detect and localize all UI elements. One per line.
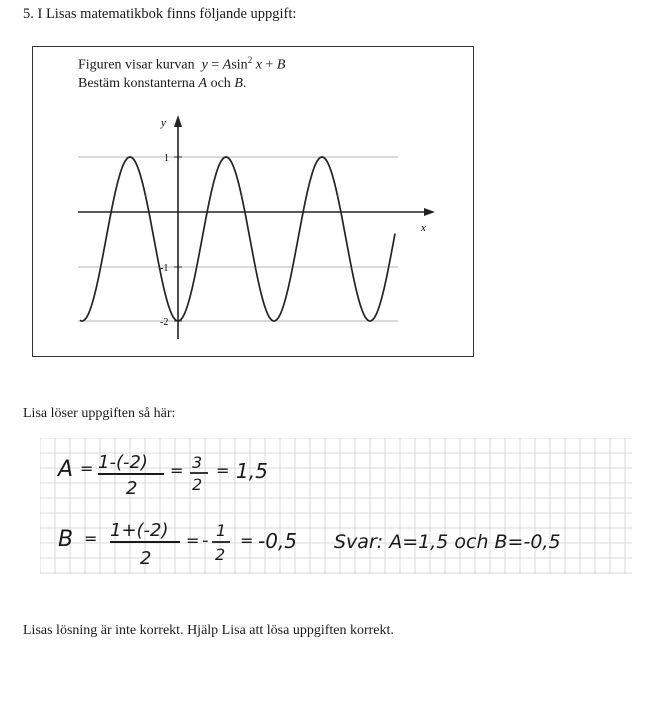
hw-den2-b: 2 bbox=[215, 545, 226, 564]
axis-x-label: x bbox=[421, 222, 426, 234]
squared-paper bbox=[40, 438, 632, 574]
task-heading: 5. I Lisas matematikbok finns följande uppgift: bbox=[23, 6, 297, 22]
tick-label-m1: -1 bbox=[160, 263, 169, 274]
sine-curve bbox=[80, 157, 395, 321]
hw-den2-a: 2 bbox=[192, 475, 203, 494]
hw-den-a: 2 bbox=[126, 478, 138, 499]
hw-eq1-a: = bbox=[80, 459, 94, 478]
formula-y: y bbox=[201, 57, 208, 73]
hw-result-a: 1,5 bbox=[236, 459, 268, 483]
caption-prefix: Figuren visar kurvan bbox=[78, 57, 195, 73]
formula-B: B bbox=[276, 57, 286, 73]
hw-eq3-b: = bbox=[240, 531, 254, 550]
hw-B: B bbox=[58, 527, 74, 552]
formula-A: A bbox=[222, 57, 232, 73]
hw-neg-b: - bbox=[202, 530, 209, 551]
hw-num-a: 1-(-2) bbox=[98, 452, 148, 473]
tick-label-m2: -2 bbox=[160, 317, 169, 328]
sine-graph bbox=[33, 47, 473, 356]
hw-eq2-a: = bbox=[170, 461, 184, 480]
hw-eq1-b: = bbox=[84, 529, 98, 548]
hw-answer: Svar: A=1,5 och B=-0,5 bbox=[334, 531, 561, 553]
hw-eq3-a: = bbox=[216, 461, 230, 480]
hw-num2-b: 1 bbox=[216, 521, 227, 540]
tick-label-1: 1 bbox=[164, 153, 169, 164]
x-axis-arrow bbox=[424, 208, 435, 216]
axis-y-label: y bbox=[161, 117, 166, 129]
formula-x: x bbox=[255, 57, 262, 73]
hw-A: A bbox=[58, 457, 74, 482]
hw-den-b: 2 bbox=[140, 548, 152, 569]
hw-num2-a: 3 bbox=[192, 453, 203, 472]
y-axis-arrow bbox=[174, 115, 182, 127]
hw-num-b: 1+(-2) bbox=[110, 520, 169, 541]
solution-intro: Lisa löser uppgiften så här: bbox=[23, 406, 176, 421]
formula-exponent: 2 bbox=[247, 55, 253, 65]
closing-instruction: Lisas lösning är inte korrekt. Hjälp Lisa att lösa uppgiften korrekt. bbox=[23, 623, 394, 638]
handwritten-solution bbox=[40, 438, 632, 574]
line2-A: A bbox=[198, 76, 208, 91]
line2-B: B bbox=[234, 76, 243, 91]
formula-sin: sin bbox=[231, 57, 248, 73]
formula-plus: + bbox=[261, 57, 277, 73]
hw-result-b: -0,5 bbox=[258, 529, 298, 553]
line2-och: och bbox=[207, 76, 235, 91]
figure-box bbox=[32, 46, 474, 357]
formula-eq: = bbox=[207, 57, 223, 73]
line2-dot: . bbox=[242, 76, 247, 91]
hw-eq2-b: = bbox=[186, 531, 200, 550]
line2-prefix: Bestäm konstanterna bbox=[78, 76, 199, 91]
